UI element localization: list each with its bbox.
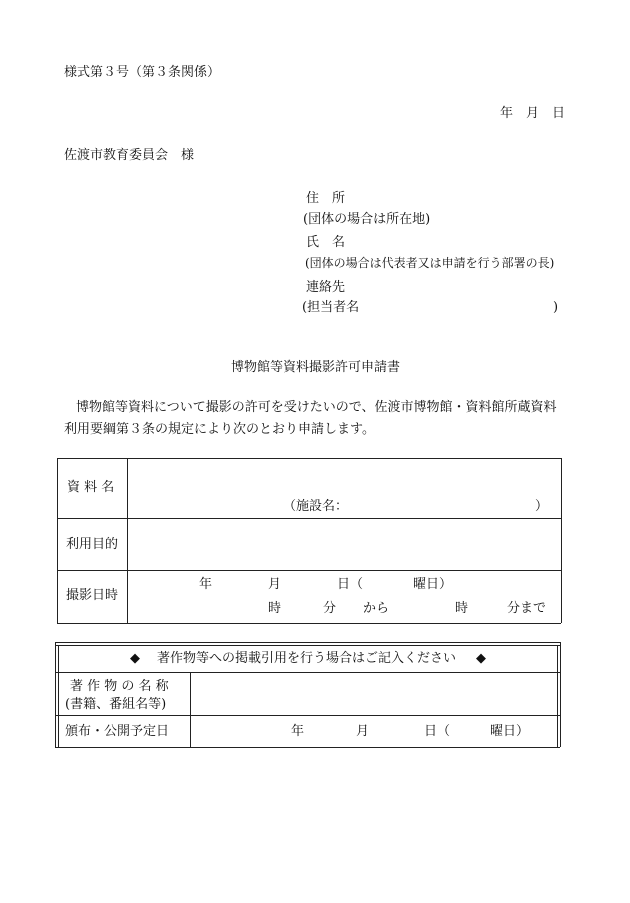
body-line-2: 利用要綱第３条の規定により次のとおり申請します。 [64, 422, 375, 437]
publish-date-label: 頒布・公開予定日 [65, 724, 170, 739]
purpose-label: 利用目的 [66, 537, 119, 552]
time-from: から [363, 601, 390, 616]
time-minute-from: 分 [323, 601, 337, 616]
work-name-label-line2: (書籍、番組名等) [65, 697, 167, 712]
form-number: 様式第３号（第３条関係） [64, 65, 221, 80]
time-hour-from: 時 [268, 601, 282, 616]
bullet-right-icon: ◆ [476, 651, 486, 666]
time-minute-to: 分まで [507, 601, 547, 616]
name-label: 氏 名 [306, 235, 346, 250]
date-month: 月 [268, 577, 282, 592]
pub-day: 日（ [424, 724, 451, 739]
time-hour-to: 時 [455, 601, 469, 616]
contact-person-close: ) [553, 300, 559, 315]
pub-year: 年 [291, 724, 305, 739]
pub-month: 月 [356, 724, 370, 739]
material-name-label: 資 料 名 [67, 480, 115, 495]
facility-close: ） [535, 499, 549, 514]
body-line-1: 博物館等資料について撮影の許可を受けたいので、佐渡市博物館・資料館所蔵資料 [76, 400, 557, 415]
addressee: 佐渡市教育委員会 様 [64, 148, 195, 163]
date-line: 年 月 日 [500, 106, 566, 121]
contact-label: 連絡先 [306, 280, 346, 295]
bullet-left-icon: ◆ [130, 651, 140, 666]
facility-open: （施設名： [283, 499, 349, 514]
date-day: 日（ [337, 577, 364, 592]
address-label: 住 所 [306, 191, 346, 206]
datetime-label: 撮影日時 [66, 588, 119, 603]
date-weekday: 曜日） [413, 577, 453, 592]
contact-person-open: (担当者名 [302, 300, 360, 315]
citation-header: 著作物等への掲載引用を行う場合はご記入ください [157, 651, 457, 666]
document-title: 博物館等資料撮影許可申請書 [231, 360, 401, 375]
name-note: (団体の場合は代表者又は申請を行う部署の長) [305, 256, 555, 270]
date-year: 年 [199, 577, 213, 592]
pub-weekday: 曜日） [490, 724, 530, 739]
work-name-label-line1: 著 作 物 の 名 称 [70, 679, 169, 694]
address-note: (団体の場合は所在地) [303, 212, 431, 227]
